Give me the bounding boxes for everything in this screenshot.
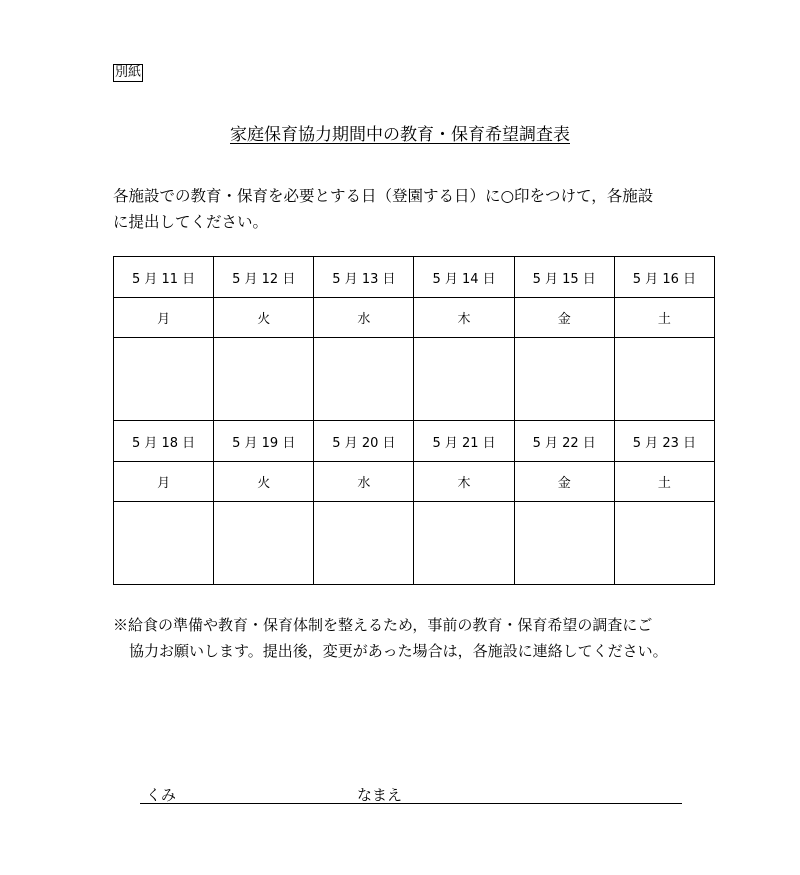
week2-date-row xyxy=(114,421,715,462)
date-cell: 5 月 21 日 xyxy=(414,421,514,462)
mark-cell[interactable] xyxy=(614,338,714,421)
date-cell: 5 月 12 日 xyxy=(214,257,314,298)
date-cell: 5 月 11 日 xyxy=(114,257,214,298)
weekday-cell: 木 xyxy=(414,462,514,502)
mark-cell[interactable] xyxy=(214,502,314,585)
weekday-cell: 火 xyxy=(214,298,314,338)
weekday-cell: 土 xyxy=(614,298,714,338)
weekday-cell: 水 xyxy=(314,462,414,502)
schedule-table xyxy=(113,256,715,585)
week1-weekday-row xyxy=(114,298,715,338)
mark-cell[interactable] xyxy=(414,502,514,585)
weekday-cell: 水 xyxy=(314,298,414,338)
mark-cell[interactable] xyxy=(114,338,214,421)
weekday-cell: 土 xyxy=(614,462,714,502)
note-line-1: ※給食の準備や教育・保育体制を整えるため，事前の教育・保育希望の調査にご xyxy=(113,616,653,634)
date-cell: 5 月 15 日 xyxy=(514,257,614,298)
week1-date-row xyxy=(114,257,715,298)
name-label: なまえ xyxy=(357,786,403,804)
date-cell: 5 月 16 日 xyxy=(614,257,714,298)
date-cell: 5 月 13 日 xyxy=(314,257,414,298)
signature-line[interactable] xyxy=(140,787,682,804)
weekday-cell: 木 xyxy=(414,298,514,338)
date-cell: 5 月 23 日 xyxy=(614,421,714,462)
note xyxy=(113,612,733,664)
weekday-cell: 月 xyxy=(114,462,214,502)
mark-cell[interactable] xyxy=(314,502,414,585)
mark-cell[interactable] xyxy=(414,338,514,421)
date-cell: 5 月 22 日 xyxy=(514,421,614,462)
mark-cell[interactable] xyxy=(114,502,214,585)
week2-mark-row xyxy=(114,502,715,585)
weekday-cell: 金 xyxy=(514,298,614,338)
weekday-cell: 月 xyxy=(114,298,214,338)
mark-cell[interactable] xyxy=(614,502,714,585)
date-cell: 5 月 14 日 xyxy=(414,257,514,298)
mark-cell[interactable] xyxy=(314,338,414,421)
weekday-cell: 金 xyxy=(514,462,614,502)
week2-weekday-row xyxy=(114,462,715,502)
note-line-2: 協力お願いします。提出後，変更があった場合は，各施設に連絡してください。 xyxy=(129,642,668,660)
class-label: くみ xyxy=(146,786,177,804)
mark-cell[interactable] xyxy=(214,338,314,421)
mark-cell[interactable] xyxy=(514,338,614,421)
instructions-line-2: に提出してください。 xyxy=(113,213,269,231)
attachment-label: 別紙 xyxy=(115,65,142,80)
date-cell: 5 月 19 日 xyxy=(214,421,314,462)
date-cell: 5 月 20 日 xyxy=(314,421,414,462)
weekday-cell: 火 xyxy=(214,462,314,502)
date-cell: 5 月 18 日 xyxy=(114,421,214,462)
instructions-line-1: 各施設での教育・保育を必要とする日（登園する日）に○印をつけて，各施設 xyxy=(113,187,654,205)
instructions xyxy=(113,183,713,235)
page-title: 家庭保育協力期間中の教育・保育希望調査表 xyxy=(230,125,570,145)
mark-cell[interactable] xyxy=(514,502,614,585)
week1-mark-row xyxy=(114,338,715,421)
